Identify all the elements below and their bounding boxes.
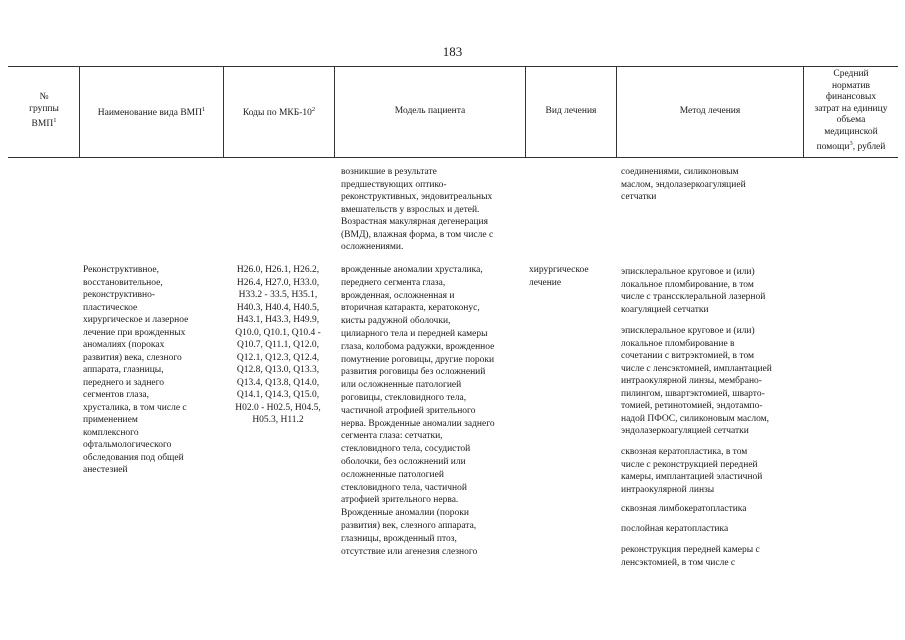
header-vmp-name [80,66,223,157]
header-treatment-method [617,66,803,157]
mkb-code-line: Q10.0, Q10.1, Q10.4 - [235,327,321,338]
cont-method-line: маслом, эндолазеркоагуляцией [621,179,746,190]
method-line: числе с транссклеральной лазерной [621,292,766,302]
cont-model-line: вмешательств у взрослых и детей. [341,204,480,215]
mkb-code-line: H02.0 - H02.5, H04.5, [235,402,321,413]
vmp-name-line: офтальмологического [83,440,172,450]
method-line: эписклеральное круговое и (или) [621,267,755,277]
header-cost-help: помощи [816,142,850,153]
mkb-code-line: H43.1, H43.3, H49.9, [236,315,320,325]
method-5 [621,523,801,536]
continuation-model-cell [341,166,523,254]
patient-model-line: вторичная катаракта, кератоконус, [341,303,480,314]
method-line: эписклеральное круговое и (или) [621,326,755,336]
method-line: сквозная кератопластика, в том [621,447,748,457]
header-mkb-footnote: 2 [311,105,316,113]
header-cost-line-6: медицинской [824,126,878,137]
page-number: 183 [442,44,463,59]
vmp-name-line: аномалиях (пороках [83,340,165,350]
method-6 [621,544,801,569]
method-3 [621,446,801,496]
method-line: послойная кератопластика [621,524,729,534]
cont-model-line: (ВМД), влажная форма, в том числе с [341,229,494,240]
patient-model-line: Врожденные аномалии (пороки [341,508,469,519]
method-1 [621,266,801,316]
patient-model-line: цилиарного тела и передней камеры [341,328,488,339]
cont-model-line: реконструктивных, эндовитреальных [341,192,493,202]
mkb-codes-cell [224,264,332,427]
vmp-name-line: хирургическое и лазерное [83,315,189,325]
patient-model-line: стекловидного тела, частичной [341,482,467,493]
header-group-line-1: № [39,92,49,103]
method-line: числе с ленсэктомией, имплантацией [621,363,772,374]
method-line: реконструкция передней камеры с [621,545,760,555]
patient-model-line: глаза, колобома радужки, врожденное [341,341,495,352]
header-patient-model [335,66,525,157]
header-cost-line-5: объема [836,115,866,126]
method-line: камеры, имплантацией эластичной [621,472,763,482]
mkb-code-line: Q10.7, Q11.1, Q12.0, [237,340,319,350]
cont-model-line: Возрастная макулярная дегенерация [341,217,488,227]
method-line: томией, ретинотомией, эндотампо- [621,401,763,411]
method-line: сквозная лимбокератопластика [621,504,747,514]
mkb-code-line: Q14.1, Q14.3, Q15.0, [236,390,320,400]
vmp-name-line: развития) века, слезного [83,352,182,363]
method-line: сочетании с витрэктомией, в том [621,351,755,361]
treatment-type-line: лечение [529,277,562,288]
header-treatment-type [526,66,616,157]
header-cost-footnote: 3 [849,140,853,148]
method-4 [621,503,801,516]
method-2 [621,325,801,438]
mkb-code-line: H26.0, H26.1, H26.2, [236,265,320,275]
mkb-code-line: H26.4, H27.0, H33.0, [236,277,320,288]
header-patient-model-text: Модель пациента [394,105,466,116]
cont-model-line: возникшие в результате [341,167,437,177]
patient-model-line: роговицы, стекловидного тела, [341,392,467,403]
patient-model-line: осложненные патологией [341,469,444,480]
method-line: надой ПФОС, силиконовым маслом, [621,413,770,424]
header-group-footnote: 1 [53,117,57,125]
patient-model-line: стекловидного тела, сосудистой [341,444,471,455]
header-cost-rubles: , рублей [852,142,886,153]
vmp-name-line: обследования под общей [83,452,184,463]
header-treatment-method-text: Метод лечения [679,105,741,116]
cont-model-line: осложнениями. [341,242,404,252]
header-group-line-2: группы [29,103,59,114]
method-line: интраокулярной линзы, мембрано- [621,376,762,386]
header-vmp-name-text: Наименование вида ВМП [97,107,202,118]
method-line: коагуляцией сетчатки [621,304,709,315]
mkb-code-line: H05.3, H11.2 [252,415,304,425]
header-cost-line-1: Средний [833,69,869,80]
header-group-line-3: ВМП [31,119,54,130]
patient-model-line: помутнение роговицы, другие пороки [341,354,495,365]
mkb-code-line: Q12.1, Q12.3, Q12.4, [236,352,320,363]
patient-model-line: кисты радужной оболочки, [341,316,451,327]
header-mkb-codes [224,66,334,157]
cont-method-line: соединениями, силиконовым [621,167,739,177]
method-line: локальное пломбирование, в том [621,279,754,290]
vmp-name-line: восстановительное, [83,277,163,288]
header-vmp-name-footnote: 1 [201,105,206,113]
header-cost-line-4: затрат на единицу [814,103,888,114]
header-treatment-type-text: Вид лечения [545,105,597,116]
cont-model-line: предшествующих оптико- [341,179,447,190]
vmp-name-line: сегментов глаза, [83,390,149,400]
table-header-bottom-border [8,157,898,158]
vmp-name-line: Реконструктивное, [83,265,159,275]
vmp-name-line: лечение при врожденных [83,327,186,338]
patient-model-cell [341,264,523,558]
header-group-number [10,66,78,157]
method-line: пилингом, швартэктомией, шварто- [621,388,765,399]
patient-model-line: врожденная, осложненная и [341,290,455,301]
patient-model-line: частичной атрофией зрительного [341,405,476,416]
header-average-cost [804,66,898,157]
vmp-name-line: хрусталика, в том числе с [83,402,187,413]
patient-model-line: развития роговицы без осложнений [341,367,486,378]
vmp-name-cell [83,264,221,477]
method-line: числе с реконструкцией передней [621,459,758,470]
method-line: ленсэктомией, в том числе с [621,557,736,568]
patient-model-line: врожденные аномалии хрусталика, [341,265,483,275]
method-line: локальное пломбирование в [621,338,735,349]
patient-model-line: глазницы, врожденный птоз, [341,533,457,544]
continuation-method-cell [621,166,801,204]
patient-model-line: или осложненные патологией [341,380,462,391]
patient-model-line: отсутствие или агенезия слезного [341,546,478,557]
header-cost-line-2: норматив [831,80,871,91]
header-cost-line-3: финансовых [825,92,877,103]
patient-model-line: атрофией зрительного нерва. [341,495,459,506]
vmp-name-line: пластическое [83,302,138,313]
treatment-type-cell [529,264,615,289]
vmp-name-line: аппарата, глазницы, [83,365,164,375]
vmp-name-line: реконструктивно- [83,290,156,300]
patient-model-line: оболочки, без осложнений или [341,456,466,467]
mkb-code-line: Q13.4, Q13.8, Q14.0, [236,377,320,388]
method-line: эндолазеркоагуляцией сетчатки [621,426,749,436]
patient-model-line: развития) век, слезного аппарата, [341,520,477,531]
method-line: интраокулярной линзы [621,484,715,495]
cont-method-line: сетчатки [621,192,657,202]
patient-model-line: сегмента глаза: сетчатки, [341,431,443,442]
vmp-name-line: переднего и заднего [83,377,165,388]
vmp-name-line: комплексного [83,427,139,438]
treatment-type-line: хирургическое [529,265,589,275]
mkb-code-line: Q12.8, Q13.0, Q13.3, [236,365,320,375]
vmp-name-line: применением [83,415,138,425]
patient-model-line: нерва. Врожденные аномалии заднего [341,418,495,429]
mkb-code-line: H40.3, H40.4, H40.5, [236,302,320,313]
header-mkb-text: Коды по МКБ-10 [242,107,312,118]
patient-model-line: переднего сегмента глаза, [341,277,446,288]
vmp-name-line: анестезией [83,465,128,475]
mkb-code-line: H33.2 - 33.5, H35.1, [238,290,318,300]
